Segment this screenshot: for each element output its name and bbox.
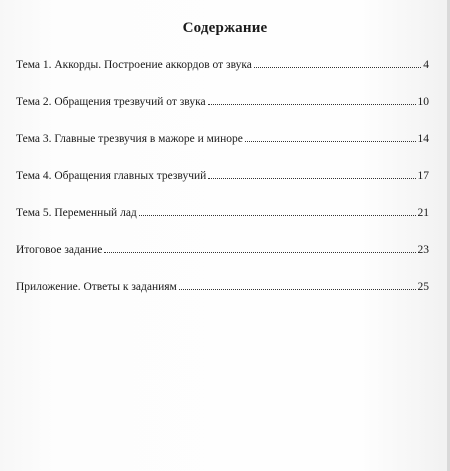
table-of-contents (16, 58, 429, 317)
toc-entry[interactable] (16, 243, 429, 280)
toc-entry-label: Тема 4. Обращения главных трезвучий (16, 170, 207, 182)
toc-entry[interactable] (16, 280, 429, 317)
toc-entry-label: Тема 3. Главные трезвучия в мажоре и миноре (16, 133, 243, 145)
toc-entry[interactable] (16, 58, 429, 95)
toc-entry[interactable] (16, 169, 429, 206)
toc-entry-page: 23 (417, 244, 429, 256)
toc-dot-leader (139, 206, 416, 216)
toc-entry-page: 14 (417, 133, 429, 145)
toc-entry[interactable] (16, 206, 429, 243)
toc-entry-page: 21 (417, 207, 429, 219)
toc-dot-leader (254, 58, 421, 68)
toc-dot-leader (179, 280, 416, 290)
toc-entry-page: 4 (423, 59, 429, 71)
toc-entry-label: Тема 2. Обращения трезвучий от звука (16, 96, 206, 108)
toc-dot-leader (104, 243, 415, 253)
toc-entry-label: Тема 1. Аккорды. Построение аккордов от звука (16, 59, 252, 71)
toc-entry-page: 25 (417, 281, 429, 293)
toc-entry-page: 10 (417, 96, 429, 108)
toc-entry-label: Итоговое задание (16, 244, 103, 256)
toc-dot-leader (208, 95, 416, 105)
toc-entry-label: Тема 5. Переменный лад (16, 207, 137, 219)
toc-title: Содержание (182, 20, 268, 36)
toc-entry-page: 17 (417, 170, 429, 182)
toc-entry[interactable] (16, 132, 429, 169)
toc-entry[interactable] (16, 95, 429, 132)
toc-dot-leader (245, 132, 416, 142)
toc-dot-leader (208, 169, 415, 179)
toc-entry-label: Приложение. Ответы к заданиям (16, 281, 177, 293)
